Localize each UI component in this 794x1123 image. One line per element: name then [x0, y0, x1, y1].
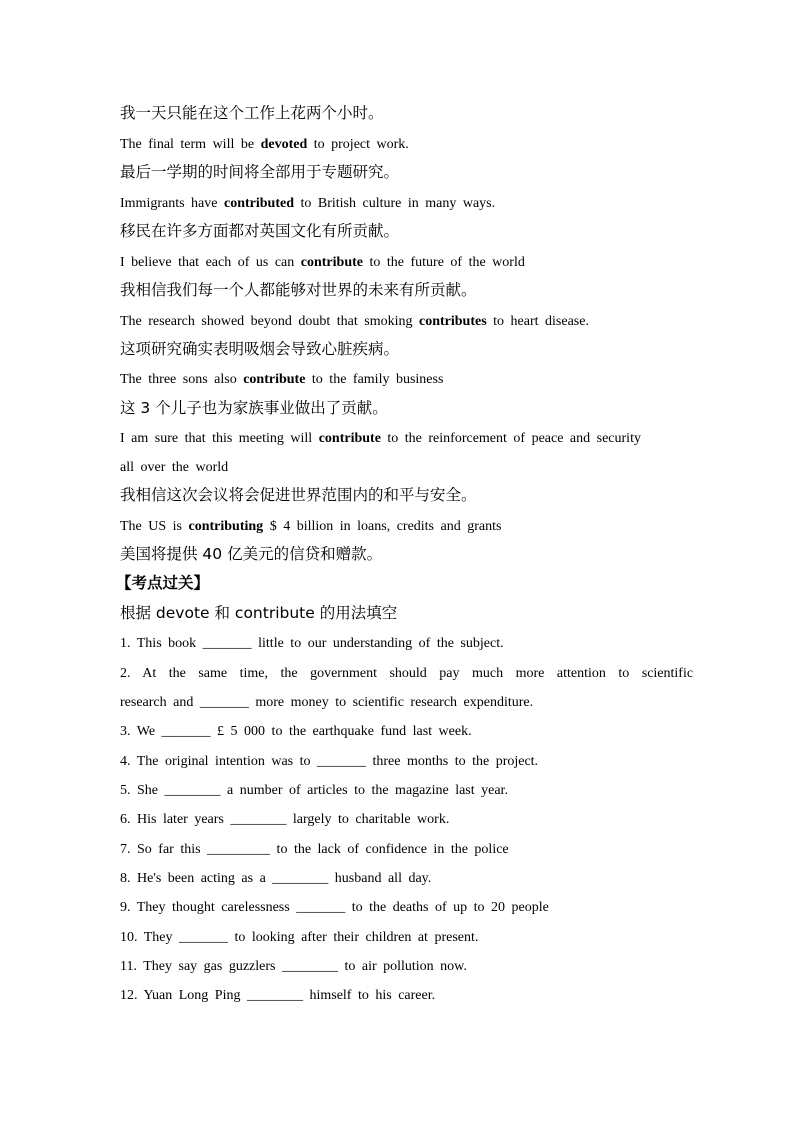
question-3: 3. We _______ £ 5 000 to the earthquake fund last week. [120, 724, 472, 739]
example-en-1: The final term will be devoted to project work. [120, 137, 409, 152]
question-2-continued: research and _______ more money to scientific research expenditure. [120, 695, 534, 710]
example-en-5: The three sons also contribute to the family business [120, 372, 444, 387]
question-1: 1. This book _______ little to our understanding of the subject. [120, 636, 504, 651]
example-en-6-continued: all over the world [120, 460, 229, 475]
example-en-6: I am sure that this meeting will contribute to the reinforcement of peace and security [120, 431, 641, 446]
example-cn-3: 移民在许多方面都对英国文化有所贡献。 [120, 222, 400, 240]
example-cn-8: 美国将提供 40 亿美元的信贷和赠款。 [120, 545, 383, 563]
keyword: devoted [260, 137, 308, 152]
example-en-2: Immigrants have contributed to British culture in many ways. [120, 196, 496, 211]
example-cn-2: 最后一学期的时间将全部用于专题研究。 [120, 163, 400, 181]
question-6: 6. His later years ________ largely to charitable work. [120, 812, 450, 827]
keyword: contribute [243, 372, 306, 387]
question-11: 11. They say gas guzzlers ________ to air pollution now. [120, 959, 467, 974]
example-cn-6: 这 3 个儿子也为家族事业做出了贡献。 [120, 399, 388, 417]
example-en-3: I believe that each of us can contribute to the future of the world [120, 255, 525, 270]
question-12: 12. Yuan Long Ping ________ himself to his career. [120, 988, 436, 1003]
keyword: contributes [419, 314, 487, 329]
question-7: 7. So far this _________ to the lack of confidence in the police [120, 842, 509, 857]
keyword: contribute [318, 431, 381, 446]
section-heading: 【考点过关】 [116, 574, 210, 592]
question-4: 4. The original intention was to _______ three months to the project. [120, 754, 539, 769]
example-cn-5: 这项研究确实表明吸烟会导致心脏疾病。 [120, 340, 400, 358]
question-2: 2. At the same time, the government should pay much more attention to scientific [120, 666, 694, 681]
example-cn-1: 我一天只能在这个工作上花两个小时。 [120, 104, 384, 122]
question-5: 5. She ________ a number of articles to the magazine last year. [120, 783, 508, 798]
exercise-instruction: 根据 devote 和 contribute 的用法填空 [120, 604, 398, 622]
example-cn-4: 我相信我们每一个人都能够对世界的未来有所贡献。 [120, 281, 477, 299]
question-9: 9. They thought carelessness _______ to the deaths of up to 20 people [120, 900, 549, 915]
keyword: contributed [223, 196, 294, 211]
question-8: 8. He's been acting as a ________ husband all day. [120, 871, 432, 886]
keyword: contributing [188, 519, 264, 534]
question-10: 10. They _______ to looking after their children at present. [120, 930, 479, 945]
example-en-7: The US is contributing $ 4 billion in loans, credits and grants [120, 519, 502, 534]
example-en-4: The research showed beyond doubt that smoking contributes to heart disease. [120, 314, 589, 329]
example-cn-7: 我相信这次会议将会促进世界范围内的和平与安全。 [120, 486, 477, 504]
keyword: contribute [300, 255, 363, 270]
